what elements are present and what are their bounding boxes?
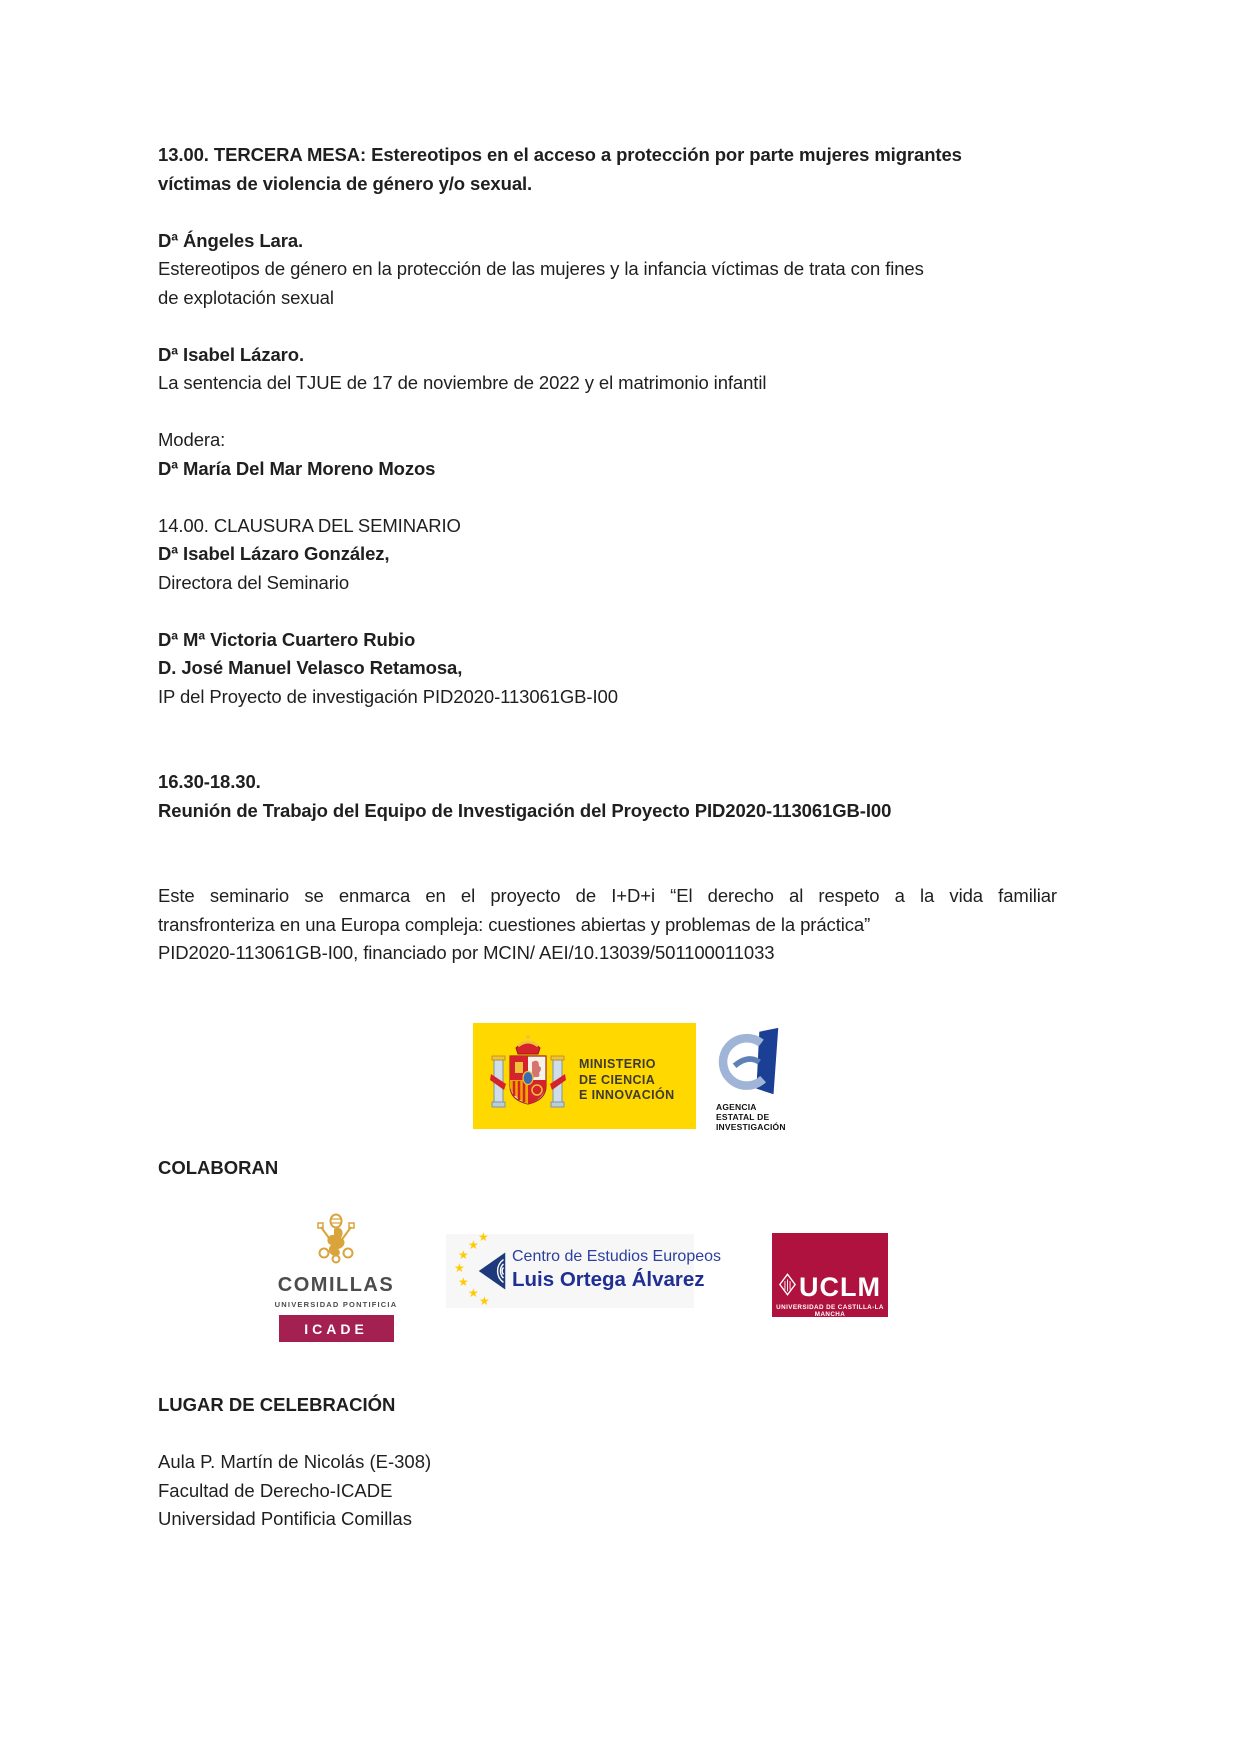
speaker-name: Dª Isabel Lázaro. [158, 343, 305, 365]
ministerio-logo-line: MINISTERIO [579, 1057, 656, 1071]
talk-title-line: Estereotipos de género en la protección de las mujeres y la infancia víctimas de trata con fines [158, 258, 924, 279]
blank-line [158, 740, 1057, 769]
blank-line [158, 312, 1057, 341]
colaboran-heading: COLABORAN [158, 1157, 279, 1178]
ministerio-logo-line: E INNOVACIÓN [579, 1088, 675, 1102]
comillas-logo [268, 1213, 404, 1342]
venue-university: Universidad Pontificia Comillas [158, 1508, 412, 1529]
meeting-time: 16.30-18.30. [158, 771, 261, 792]
blank-line [158, 854, 1057, 883]
blank-line [158, 825, 1057, 854]
uclm-logo [772, 1233, 888, 1317]
speaker-role: IP del Proyecto de investigación PID2020-113061GB-I00 [158, 685, 618, 707]
moderator-name: Dª María Del Mar Moreno Mozos [158, 457, 436, 479]
funding-paragraph-line: transfronteriza en una Europa compleja: cuestiones abiertas y problemas de la práctica” [158, 913, 871, 935]
icade-badge: ICADE [279, 1315, 394, 1342]
aei-logo-line: ESTATAL DE [716, 1112, 770, 1122]
venue-faculty: Facultad de Derecho-ICADE [158, 1479, 393, 1501]
uclm-lamp-icon [779, 1273, 796, 1301]
aei-logo [700, 1026, 792, 1132]
uclm-subtitle: UNIVERSIDAD DE CASTILLA-LA MANCHA [776, 1304, 884, 1318]
aei-logo-line: INVESTIGACIÓN [716, 1122, 786, 1132]
speaker-name: D. José Manuel Velasco Retamosa, [158, 657, 463, 678]
cee-logo-text [512, 1248, 721, 1292]
aei-logo-line: AGENCIA [716, 1102, 757, 1112]
blank-line [158, 711, 1057, 740]
uclm-name: UCLM [799, 1271, 881, 1302]
cee-center-name: Centro de Estudios Europeos [512, 1248, 722, 1265]
session-heading-line: víctimas de violencia de género y/o sexual. [158, 172, 533, 194]
blank-line [158, 483, 1057, 512]
moderator-label: Modera: [158, 429, 226, 450]
funding-paragraph-line: Este seminario se enmarca en el proyecto de I+D+i “El derecho al respeto a la vida familiar [158, 885, 1057, 906]
cee-fan-icon [477, 1250, 507, 1297]
cee-person-name: Luis Ortega Álvarez [512, 1268, 705, 1291]
venue-room: Aula P. Martín de Nicolás (E-308) [158, 1451, 432, 1472]
ministerio-logo-line: DE CIENCIA [579, 1072, 656, 1087]
comillas-subtitle: UNIVERSIDAD PONTIFICIA [274, 1300, 398, 1309]
speaker-name: Dª Isabel Lázaro González, [158, 543, 390, 564]
blank-line [158, 597, 1057, 626]
talk-title-line: de explotación sexual [158, 286, 334, 308]
spain-coat-of-arms-icon [489, 1034, 567, 1125]
funding-paragraph-line: PID2020-113061GB-I00, financiado por MCIN/ AEI/10.13039/501100011033 [158, 942, 775, 963]
closing-session-line: 14.00. CLAUSURA DEL SEMINARIO [158, 514, 461, 536]
ministerio-logo-text [579, 1057, 675, 1104]
speaker-name: Dª Mª Victoria Cuartero Rubio [158, 628, 416, 650]
speaker-name: Dª Ángeles Lara. [158, 229, 304, 251]
blank-line [158, 198, 1057, 227]
speaker-role: Directora del Seminario [158, 571, 350, 593]
session-heading-line: 13.00. TERCERA MESA: Estereotipos en el acceso a protección por parte mujeres migrantes [158, 144, 962, 165]
aei-e-icon [706, 1026, 786, 1105]
venue-heading: LUGAR DE CELEBRACIÓN [158, 1394, 396, 1415]
cee-logo: ★ ★ ★ ★ ★ ★ ★ Centro de Estudios Europeos Luis Ortega Álvarez [446, 1234, 694, 1308]
meeting-title: Reunión de Trabajo del Equipo de Investigación del Proyecto PID2020-113061GB-I00 [158, 799, 892, 821]
comillas-crest-icon [268, 1213, 404, 1270]
venue-section [158, 1391, 431, 1534]
program-text-column [158, 141, 1057, 968]
ministerio-ciencia-logo [473, 1023, 696, 1129]
blank-line [158, 398, 1057, 427]
aei-logo-text [716, 1102, 786, 1132]
blank-line [158, 1420, 431, 1449]
comillas-name: COMILLAS [277, 1274, 395, 1296]
talk-title-line: La sentencia del TJUE de 17 de noviembre de 2022 y el matrimonio infantil [158, 372, 767, 393]
